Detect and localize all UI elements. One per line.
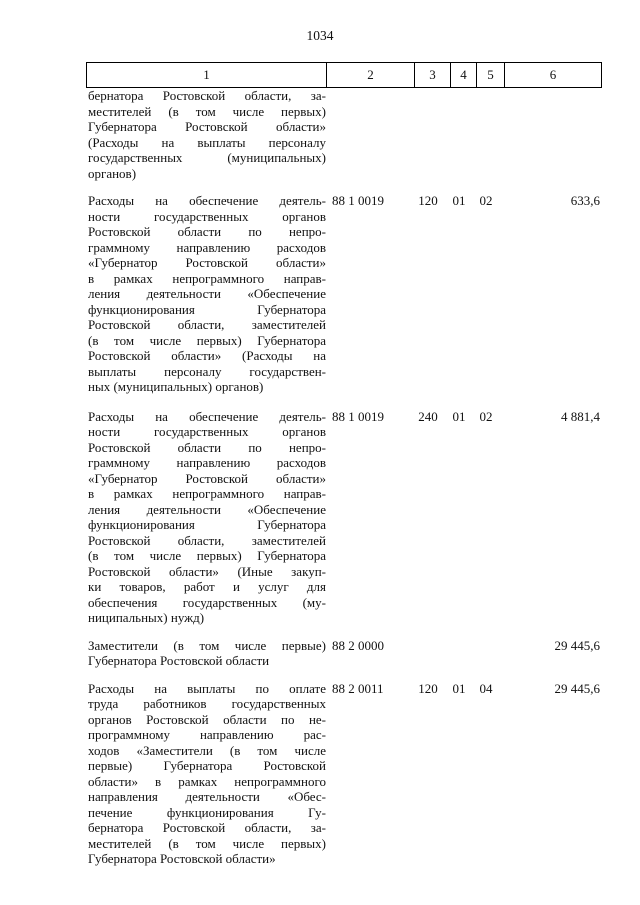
row-section: 01 [452,193,466,208]
description-line: государственных (муниципальных) [88,150,326,165]
description-line: Губернатора Ростовской области [88,653,270,668]
header-col-3: 3 [414,63,450,87]
description-line: «Губернатор Ростовской области» [88,470,326,486]
row-section: 01 [452,408,466,424]
description-line: органов) [88,165,137,181]
description-line: ности государственных органов [88,424,326,439]
row-code: 88 2 0011 [332,680,384,696]
description-line: Ростовской области, заместителей [88,532,326,548]
description-line: первые) Губернатора Ростовской [88,758,326,773]
description-line: ления деятельности «Обеспечение [88,286,326,301]
row-section: 01 [452,680,466,696]
table-row [86,409,602,626]
header-col-4: 4 [450,63,476,87]
description-line: ниципальных) нужд) [88,610,205,625]
description-line: (в том числе первых) Губернатора [88,332,326,348]
table-header [86,62,602,88]
row-amount: 29 445,6 [554,637,600,653]
row-description [86,638,326,669]
description-line: бернатора Ростовской области, за- [88,88,326,103]
row-subsection: 02 [479,408,493,424]
description-line: печение функционирования Гу- [88,804,326,820]
row-description [86,88,326,181]
description-line: Ростовской области, заместителей [88,317,326,332]
row-amount: 633,6 [570,193,600,208]
description-line: Расходы на обеспечение деятель- [88,408,326,424]
row-expense-type: 240 [418,408,438,424]
header-col-6: 6 [504,63,602,87]
description-line: ности государственных органов [88,208,326,224]
row-subsection: 02 [479,193,493,208]
row-description [86,193,326,395]
description-line: Ростовской области» (Иные закуп- [88,563,326,579]
description-line: выплаты персоналу государствен- [88,363,326,379]
row-description [86,681,326,867]
table-row [86,193,602,395]
row-expense-type: 120 [418,680,438,696]
description-line: ки товаров, работ и услуг для [88,579,326,594]
description-line: Ростовской области» (Расходы на [88,348,326,363]
description-line: Губернатора Ростовской области» [88,851,276,866]
budget-table [86,62,602,867]
description-line: граммному направлению расходов [88,455,326,470]
description-line: (Расходы на выплаты персоналу [88,134,326,150]
description-line: функционирования Губернатора [88,301,326,317]
description-line: в рамках непрограммного направ- [88,270,326,286]
row-amount: 29 445,6 [554,680,600,696]
description-line: труда работников государственных [88,696,326,711]
description-line: Расходы на выплаты по оплате [88,680,326,696]
description-line: ления деятельности «Обеспечение [88,501,326,517]
description-line: «Губернатор Ростовской области» [88,255,326,270]
description-line: Губернатора Ростовской области» [88,119,326,134]
description-line: граммному направлению расходов [88,239,326,255]
description-line: области» в рамках непрограммного [88,773,326,789]
description-line: бернатора Ростовской области, за- [88,820,326,835]
table-row [86,88,602,181]
row-description [86,409,326,626]
description-line: направления деятельности «Обес- [88,789,326,804]
description-line: Ростовской области по непро- [88,439,326,455]
description-line: Заместители (в том числе первые) [88,637,326,653]
table-body [86,88,602,867]
row-code: 88 2 0000 [332,637,384,653]
description-line: (в том числе первых) Губернатора [88,548,326,563]
header-col-1: 1 [86,63,326,87]
row-code: 88 1 0019 [332,408,384,424]
description-line: ходов «Заместители (в том числе [88,742,326,758]
description-line: Ростовской области по непро- [88,224,326,239]
header-col-2: 2 [326,63,414,87]
description-line: местителей (в том числе первых) [88,103,326,119]
table-row [86,638,602,669]
header-col-5: 5 [476,63,504,87]
description-line: местителей (в том числе первых) [88,835,326,851]
description-line: в рамках непрограммного направ- [88,486,326,501]
row-amount: 4 881,4 [561,408,600,424]
description-line: ных (муниципальных) органов) [88,379,264,394]
table-row [86,681,602,867]
description-line: функционирования Губернатора [88,517,326,532]
description-line: органов Ростовской области по не- [88,711,326,727]
row-code: 88 1 0019 [332,193,384,208]
description-line: программному направлению рас- [88,727,326,742]
description-line: Расходы на обеспечение деятель- [88,193,326,208]
row-subsection: 04 [479,680,493,696]
description-line: обеспечения государственных (му- [88,594,326,610]
page-number: 1034 [306,28,334,43]
row-expense-type: 120 [418,193,438,208]
